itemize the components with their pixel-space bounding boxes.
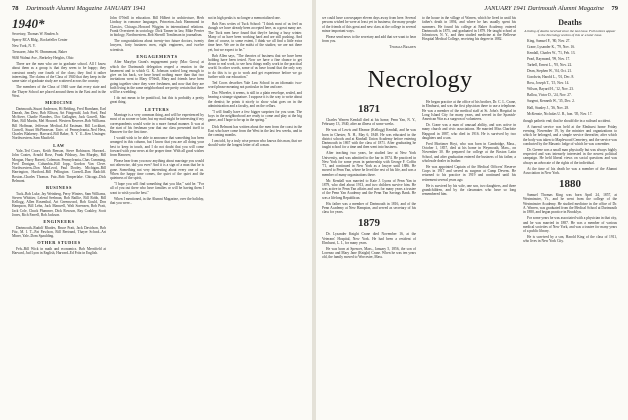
body-paragraph: Please send news to the secretary and add that we want to hear from you. bbox=[322, 34, 416, 44]
body-paragraph: to the house in the village of Warren, which he lived in until his father's death in 1894, and where he has usually spent his summers. He found his college at Baker Academy, entered Dartmouth in 1875, and graduated in 1879. He taught school at Johnstown, N. Y., and then studied medicine at the Bellevue Hospital Medical College, receiving his degree in 1882. bbox=[422, 16, 516, 42]
body-paragraph: John O'Neill in education. Bill Hilbert in architecture, Herb Lindsay in romance languages, Princeton–Jack Hammond in Classics, Chicago–Howard Wiggins in international relations. Frank Overstreet in sociology. Dick Tanner in law, Mike Perrier in biology, Northwestern–Bob Sherrill Tomlinson in journalism. bbox=[110, 16, 204, 37]
body-paragraph: He is survived by a son, Harold King of the class of 1911, who lives in New York City. bbox=[523, 235, 617, 244]
body-paragraph: Samuel Thomas King was born April 24, 1857, at Westminster, Vt., and he went from the college of the Westminster Academy. He studied medicine in the office of Dr. A. Warren, was graduated from the Medical School at Dartmouth in 1880, and began practice in Brooklyn. bbox=[523, 193, 617, 215]
body-paragraph: Marriage is a very common thing, and will be experienced by most of us sooner or later, but my mail might be interesting if my correspondents would write in a more formal manner. It was at the start of his freshman year that our class presented itself to Hanover for the first time. bbox=[110, 113, 204, 135]
death-listing: Crane, Lysander K., '79, Nov. 16. bbox=[527, 45, 576, 50]
body-paragraph: He was appointed Captain of the Medical Officers' Reserve Corps in 1917 and served as surgeon at Camp Devens. He returned to his practice in 1919 and continued until his retirement several years ago. bbox=[422, 164, 516, 182]
necrology-title: Necrology bbox=[367, 67, 473, 93]
section-heading: MEDICINE bbox=[45, 100, 73, 106]
class-header-line: Sperry RCA Bldg., Rockefeller Center bbox=[12, 38, 68, 43]
body-paragraph: For some years he was associated with a physician in that city, and he was married in 1887. He was a member of various medical societies of New York, and was a trustee for many years of a public library. bbox=[523, 216, 617, 233]
right-column-2 bbox=[422, 100, 516, 416]
death-listing: Kendall, Charles W., '71, Feb. 13. bbox=[527, 51, 576, 56]
left-column-2 bbox=[110, 16, 204, 416]
deaths-heading: Deaths bbox=[558, 18, 582, 27]
body-paragraph: Please hear from you now anything about marriage you would not otherwise, did you ever? And it is a sign of a man that he is gone. Something not very interesting about every one of us. When the happy time comes, the quiet of the quiet and the quietness of the spirit, bbox=[110, 159, 204, 181]
body-paragraph: I am told, by a truly wise person who knows this man, that we should write the longest letter of all a man. bbox=[208, 139, 302, 148]
right-column-3 bbox=[523, 16, 617, 416]
death-listing: Pearl, Raymond, '99, Nov. 17. bbox=[527, 57, 571, 62]
left-folio: 78 bbox=[12, 5, 19, 12]
body-paragraph: Ted Coors describes Yale Law School in an idiomatic two-word phrase meaning not particular in fine and rare. bbox=[208, 80, 302, 90]
body-paragraph: though pathetic end; that he should die in a railroad accident. bbox=[523, 118, 611, 123]
right-column-1-top bbox=[322, 16, 416, 68]
right-column-2-top bbox=[422, 16, 516, 68]
body-paragraph: Bob Fass writes of Tuck School: "I think most of us feel as though we have already been accepted here, as a great many are. The Tuck men have found that they're having a busy winter. Many of us have been working hard and are still pushing. And then of course, to some extent, I think we all find a little extra time here. We are in the midst of the studies; we are not there yet, but we expect to be." bbox=[208, 22, 302, 52]
body-paragraph: not in high peaks is no longer a memorialized one. bbox=[208, 16, 281, 20]
death-listing: Ballou, Victor D., '24, Nov. 27. bbox=[527, 93, 572, 98]
left-running-head bbox=[12, 5, 146, 14]
body-paragraph: Doc Wheeler, it seems, is still in a plain envelope, sealed, and bearing a strange signature. I suppose it is the way to write about the dentist; he prints it nicely to show what goes on in the administration and a faculty, and on the cellars. bbox=[208, 91, 302, 108]
class-header-line: Treasurer, John W. Ohnmenant, Baker bbox=[12, 50, 67, 55]
left-running-title: Dartmouth Alumni Magazine JANUARY 1941 bbox=[26, 5, 146, 12]
death-listing: Hall, Stanley J., '36, Nov. 28. bbox=[527, 105, 570, 110]
body-paragraph: His father was a member of Dartmouth in 1816, and of the Penn Academy at New Hampton, and served as secretary of his class for years. bbox=[322, 201, 416, 215]
body-paragraph: "I hope you will find something that you like," said he. "For all of you out there who have families or will be having them I want to wish you the best." bbox=[110, 182, 204, 195]
right-running-title: JANUARY 1941 Dartmouth Alumni Magazine bbox=[484, 5, 604, 12]
body-paragraph: He began practice at the office of his brother, Dr. C. L. Crane, in Elmhurst, and was the first physician there to use a telephone. He was a member of the medical staff at St. John's Hospital in Long Island City for many years, and served in the Spanish-American War as a surgeon of volunteers. bbox=[422, 100, 516, 121]
body-paragraph: A funeral service was held at the Elmhurst home Friday evening, November 19, by the minister and organizations to which he belonged, and a simple service thereafter, after which the body was taken to Maplewood Cemetery, and the service was conducted by the Masonic lodge of which he was a member. bbox=[523, 124, 617, 146]
left-column-1 bbox=[12, 16, 106, 416]
signature: Thomas Braden bbox=[389, 45, 416, 50]
section-text: Dartmouth–Rudolf Rhodes, Bruce Pratt, Jack Davidson, Bob Fitz, M. I. T.–Pat Pawlson, Bill Bertrand, Thayer School–Art Miner, Yale–Dom Spaulding. bbox=[12, 225, 106, 239]
section-text: Tuck–Bob Luke, Jay Weinberg, Perry Winters, Sam Williams, Steven Whittier, Lelend Seelman, Bob Baillie, Bill Robb, Bill Kellogg, Allen Rosenthal, Art Greenwood, Bob Gould, Don Hampson, Bill Lehn, Jack Manwell, Walt Sorensen, Bob Pratt, Jack Cole, Chuck Plummer, Dick Rowson, Ray Coakley, Scott Jones, Rich Farrell, Bob Jackson. bbox=[12, 191, 106, 217]
body-paragraph: Dick Belmont has written about the men from the coast in the East who have come from the West in the last few weeks, and in the coming months. bbox=[208, 124, 302, 138]
class-header-line: 9630 Walnut Ave., Berkeley Heights, Ohio bbox=[12, 56, 74, 61]
death-listing: Goodwin, Harold L., '01, Dec. 8. bbox=[527, 75, 575, 80]
right-column-1 bbox=[322, 100, 416, 416]
body-paragraph: The congratulations about twenty-two future doctors, twenty lawyers, forty business men, eight engineers, and twelve scientists. bbox=[110, 39, 204, 52]
section-text: Dartmouth–Stuart Anderson, Hi Belding, Fred Burnham, Earl Darrah, Jim Dow, Bob Ellison, Art Fitzgerald, Jack Ford, Paul McAteer, Charlie Flanders, Doc Gallagher, Jack Gawell, Mac Hart, Bill Martin, Mel Howard. Western Reserve–Bob Williams. Bill Hoffman, Jefferson Medical–Ed Eastman. Bill Lockhart, Cornell, Stuart McPhearson. Univ. of Pennsylvania–Ned Hess, Charles Blakeney. Harvard–Bill Baker, N. Y. U.–Ken Unsinger. Northwestern–Sam Maxfield. bbox=[12, 106, 106, 141]
class-header-line: New York, N. Y. bbox=[12, 44, 36, 49]
body-paragraph: Dr. Crane was a man of unusual ability, and was active in many church and civic associations. He married Miss Charlotte Hapgood in 1887, who died in 1916. He is survived by two daughters and a son. bbox=[422, 123, 516, 140]
body-paragraph: The members of the Class of 1940 sure that every state and the Thayer School are placed around them in the East and in the West. bbox=[12, 85, 106, 98]
body-paragraph: I do not mean to be pontifical, but this is probably a pretty great thing. bbox=[110, 96, 204, 105]
body-paragraph: Charles Warren Kendall died at his home, Penn Yan, N. Y., February 13, 1940, after an illness of some weeks. bbox=[322, 118, 416, 127]
body-paragraph: Bob Allen says, "The theories of business that we have been holding have been tested. Now we have a fine chance to get down to real work, to see how things really work in the practical world. In other words, some of us have found that the only way to do this is to go to work and get experience before we go further with our education." bbox=[208, 53, 302, 79]
body-paragraph: "I will finally have a few bigger surprises for you soon. The boys in the neighborhood are ready to come and play at the big game, and I hope to be up in the spring." bbox=[208, 109, 302, 123]
section-heading: ENGINEERS bbox=[43, 219, 75, 225]
body-paragraph: He is survived by his wife, one son, two daughters, and three grandchildren, and by the classmates who have so long remembered him. bbox=[422, 183, 516, 197]
body-paragraph: Dr. Lysander Knight Crane died November 16, at the Veterans' Hospital, New York. He had been a resident of Elmhurst, L. I., for many years. bbox=[322, 232, 416, 245]
class-header-line: Secretary, Thomas W. Braden Jr. bbox=[12, 32, 59, 36]
left-column-3 bbox=[208, 16, 302, 416]
death-listing: Sargent, Kenneth W., '35, Dec. 2. bbox=[527, 99, 575, 104]
class-year-heading: 1880 bbox=[559, 178, 581, 191]
death-listing: Tarbell, Ernest L., '95, Nov. 22. bbox=[527, 63, 573, 68]
left-page bbox=[0, 0, 312, 420]
body-paragraph: He was of Lewis and Eleanor (Kellogg) Kendall, and he was born in Chester, N. H., May 6, 1848. He was educated in the district schools and at Kimball Union Academy before entering Dartmouth in 1867 with the class of 1871. After graduating he taught school for a time and then went into business. bbox=[322, 128, 416, 150]
death-listing: McKenzie, Nicholas U. B., hon. '05, Nov. 17. bbox=[527, 111, 593, 116]
section-heading: LAW bbox=[53, 142, 65, 148]
right-folio: 79 bbox=[611, 5, 618, 12]
section-heading: OTHER STUDIES bbox=[37, 240, 81, 246]
right-page bbox=[316, 0, 628, 420]
body-paragraph: When I mentioned, in the Alumni Magazine, over the holiday, that you were... bbox=[110, 196, 204, 206]
body-paragraph: Mr. Kendall was married to Kate J. Lyons of Penn Yan in 1879, who died about 1913, and two children survive him. He was active in Penn Yan affairs and was for many years a trustee of the Penn Yan Academy and the Penn Yan Savings Bank. He was a lifelong Republican. bbox=[322, 178, 416, 200]
body-paragraph: Fred Mortimer Hoyt, who was born in Cambridge, Mass., October 1, 1857, died at his home in Weymouth, Mass., on November 30. He prepared for college at the Boston Latin School, and after graduation entered the business of his father, a wholesale dealer in leather. bbox=[422, 141, 516, 163]
right-running-head bbox=[484, 5, 618, 14]
body-paragraph: After teaching two years, he studied law at New York University, and was admitted to the bar in 1874. He practiced in New York for some years in partnership with George F. Coffin '71, and continued in New York as a lawyer until 1886. He moved to Penn Yan, where he lived the rest of his life, and was a member of many organizations there. bbox=[322, 151, 416, 177]
class-year-heading: 1871 bbox=[358, 103, 380, 115]
class-year-heading: 1879 bbox=[358, 217, 380, 230]
body-paragraph: After Marylyn Grant's engagement party (Mac Gross) at which the Dartmouth delegation reaped a reunion in the basement and to which G. K. Johnson waited long enough to give on his back, we have heard nothing more than that two invitations went to Mary O'Neill, Mary and friends have been going together since they were freshmen, and now that they are both living in the same neighborhood are pretty certain that there will be a wedding. bbox=[110, 60, 204, 95]
body-paragraph: At the time of his death he was a member of the Alumni Association in New York. bbox=[523, 166, 617, 175]
body-paragraph: Dr. Greene was a small man physically but was always highly respected and was intensely interested in the newest political campaign. He held liberal views on social questions and was always an advocate of the rights of the individual. bbox=[523, 147, 617, 165]
body-paragraph: There are the men who are in graduate school. All I know about them as a group is that they seem to be happy; they construct nearly one fourth of the class; they find it rather interesting. The claims of the Class of 1940 that they keep in the same state of graduate study are scattered across the country. bbox=[12, 62, 106, 84]
section-heading: BUSINESS bbox=[45, 185, 73, 191]
death-listing: Ross, Joseph T., '15, Nov. 14. bbox=[527, 81, 570, 86]
body-paragraph: He was born at Spencer, Mass., January 5, 1856, the son of Lorenzo and Mary Jane (Knight) Crane. When he was ten years old, the family moved to Worcester, Mass. bbox=[322, 246, 416, 260]
section-text: Fels–Bill Wick in math and economics. Bob Merrifield at Harvard, Jud Lyon in English, Harvard–Ed Fritz in English. bbox=[12, 246, 106, 256]
section-heading: LETTERS bbox=[144, 106, 170, 112]
death-listing: King, Samuel F., '80, Nov. 27. bbox=[527, 39, 571, 43]
body-paragraph: I would wish to be able to announce that something has been arranged in this column, but I know that you are all doing your best to keep in touch, and I do not doubt that you will come forward with your news at the proper time. With all good wishes from Hanover, bbox=[110, 136, 204, 158]
body-paragraph: we could have a newspaper eleven days away from here. Several persons wished he were at least yet in business; the many people of the friends of this great and new class at the college in several minor important ways. bbox=[322, 16, 416, 33]
section-text: Yale–Ted Coors, Keith Benson, Steve Robinson. Harvard–John Coates, Arnold Rose, Frank Pilsbury, Jim Murphy, Bill Morgan, Harry Barrett, Coleman. Pennsylvania–Chas Cumming, Fred Donigan, Columbia–Bill Jopp, Gordon Van Cleve. Northwestern–Don MacLeod, Paul Dooley. Michigan–Bill Harrington, Hartford–Bill Pellington. Cornell–Dan Radcliff. Boston–Charles Thomas. Fair–Bob Timperlake. Chicago–Dick Belmont. bbox=[12, 149, 106, 183]
section-heading: ENGAGEMENTS bbox=[136, 53, 178, 59]
class-year-heading: 1940* bbox=[12, 16, 45, 31]
death-listing: Dean, Stephen W., '04, Oct. 21. bbox=[527, 69, 573, 74]
death-listing: Wilson, Bayard H., '12, Nov. 23. bbox=[527, 87, 574, 92]
deaths-note: A listing of deaths received since the last issue. Full notices appear in the Necrology section of this or a later issue. bbox=[524, 29, 616, 37]
